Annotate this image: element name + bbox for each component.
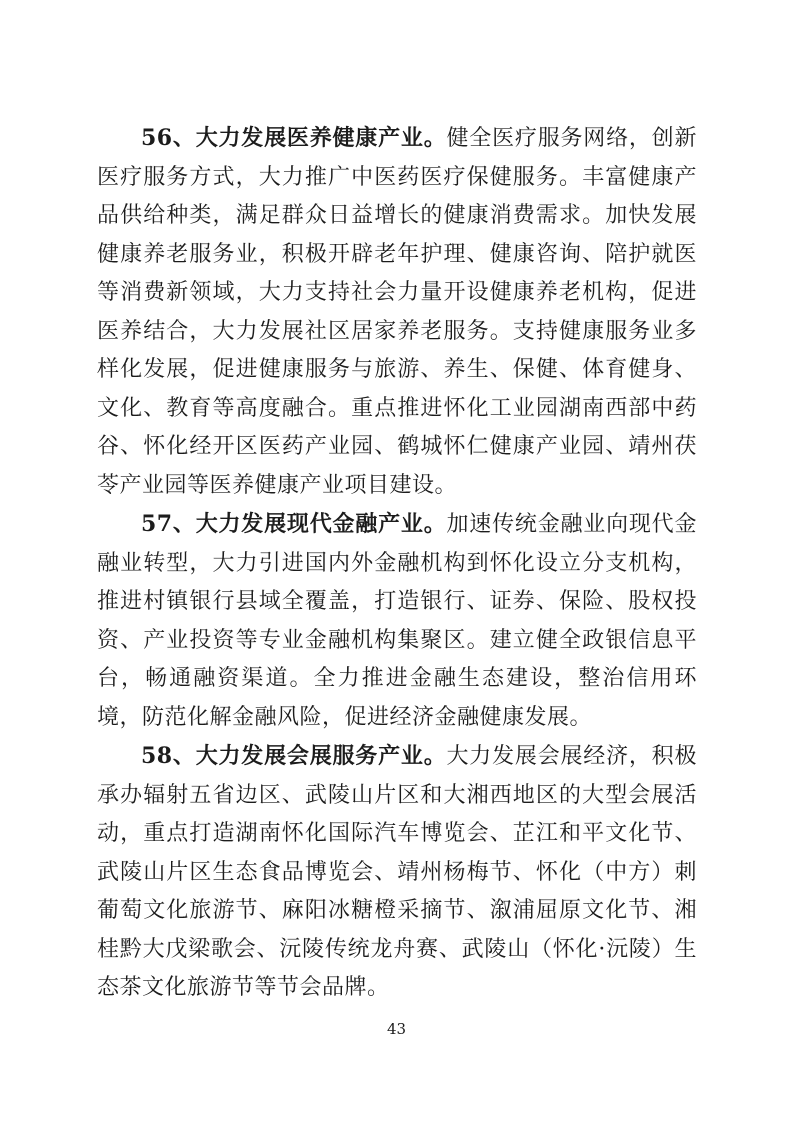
paragraph-58-body: 大力发展会展经济，积极承办辐射五省边区、武陵山片区和大湘西地区的大型会展活动，重点打造湖南怀化国际汽车博览会、芷江和平文化节、武陵山片区生态食品博览会、靖州杨梅节、怀化（中方）刺葡萄文化旅游节、麻阳冰糖橙采摘节、溆浦屈原文化节、湘桂黔大戊梁歌会、沅陵传统龙舟赛、武陵山（怀化·沅陵）生态茶文化旅游节等节会品牌。 — [97, 744, 697, 1000]
paragraph-57-body: 加速传统金融业向现代金融业转型，大力引进国内外金融机构到怀化设立分支机构，推进村镇银行县域全覆盖，打造银行、证券、保险、股权投资、产业投资等专业金融机构集聚区。建立健全政银信息平台，畅通融资渠道。全力推进金融生态建设，整治信用环境，防范化解金融风险，促进经济金融健康发展。 — [97, 512, 697, 730]
paragraph-56 — [97, 119, 697, 505]
paragraph-58-heading: 58、大力发展会展服务产业。 — [141, 743, 447, 769]
page-number: 43 — [386, 1020, 407, 1038]
paragraph-56-heading: 56、大力发展医养健康产业。 — [141, 125, 447, 151]
paragraph-56-body: 健全医疗服务网络，创新医疗服务方式，大力推广中医药医疗保健服务。丰富健康产品供给种类，满足群众日益增长的健康消费需求。加快发展健康养老服务业，积极开辟老年护理、健康咨询、陪护就医等消费新领域，大力支持社会力量开设健康养老机构，促进医养结合，大力发展社区居家养老服务。支持健康服务业多样化发展，促进健康服务与旅游、养生、保健、体育健身、文化、教育等高度融合。重点推进怀化工业园湖南西部中药谷、怀化经开区医药产业园、鹤城怀仁健康产业园、靖州茯苓产业园等医养健康产业项目建设。 — [97, 126, 697, 498]
document-body — [97, 119, 697, 1008]
paragraph-57 — [97, 505, 697, 737]
paragraph-57-heading: 57、大力发展现代金融产业。 — [141, 511, 447, 537]
paragraph-58 — [97, 737, 697, 1008]
